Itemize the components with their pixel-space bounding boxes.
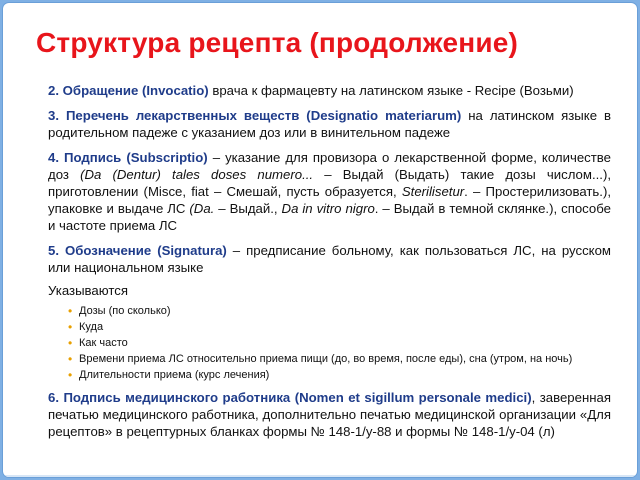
indicated-label: Указываются — [48, 283, 128, 298]
section-subscriptio-text-5: . – Выдай в темной склянке.), способе и частоте приема ЛС — [48, 201, 611, 233]
indicated-list — [48, 303, 611, 383]
list-item: • Длительности приема (курс лечения) — [68, 367, 611, 383]
section-signatura-text: – предписание больному, как пользоваться ЛС, на русском или национальном языке — [48, 243, 611, 275]
section-subscriptio — [48, 149, 611, 234]
slide — [3, 3, 637, 477]
list-item: • Дозы (по сколько) — [68, 303, 611, 319]
section-subscriptio-latin-4: Da in vitro nigro — [281, 201, 375, 216]
section-subscriptio-text-4: – Выдай., — [214, 201, 282, 216]
section-signatura-heading: 5. Обозначение (Signatura) — [48, 243, 227, 258]
page-title: Структура рецепта (продолжение) — [36, 27, 519, 58]
section-designatio-text: на латинском языке в родительном падеже с указанием доз или в винительном падеже — [48, 108, 611, 140]
section-invocatio-heading: 2. Обращение (Invocatio) — [48, 83, 209, 98]
section-subscriptio-latin-2: Sterilisetur — [401, 184, 465, 199]
section-nomen-text: , заверенная печатью медицинского работника, дополнительно печатью медицинской организации «Для рецептов» в рецептурных бланках формы № 148-1/у-88 и формы № 148-1/у-04 (л) — [48, 390, 611, 439]
list-item: • Времени приема ЛС относительно приема пищи (до, во время, после еды), сна (утром, на ночь) — [68, 351, 611, 367]
section-signatura — [48, 242, 611, 276]
slide-content — [48, 82, 611, 440]
section-invocatio-text: врача к фармацевту на латинском языке - Recipe (Возьми) — [208, 83, 574, 98]
section-subscriptio-latin-3: (Da. — [189, 201, 215, 216]
section-subscriptio-text-3: . – Простерилизовать.), упаковке и выдаче ЛС — [48, 184, 611, 216]
list-item: • Как часто — [68, 335, 611, 351]
section-invocatio — [48, 82, 611, 99]
section-subscriptio-latin-1: (Da (Dentur) tales doses numero... — [80, 167, 314, 182]
section-nomen — [48, 389, 611, 440]
section-subscriptio-text-2: – Выдай (Выдать) такие дозы числом...), приготовлении (Misce, fiat – Смешай, пусть образуется, — [48, 167, 612, 199]
section-nomen-heading: 6. Подпись медицинского работника (Nomen et sigillum personale medici) — [48, 390, 532, 405]
section-designatio-heading: 3. Перечень лекарственных веществ (Designatio materiarum) — [48, 108, 462, 123]
section-subscriptio-heading: 4. Подпись (Subscriptio) — [48, 150, 208, 165]
bottom-divider — [3, 475, 637, 477]
section-subscriptio-text-1: – указание для провизора о лекарственной форме, количестве доз — [48, 150, 611, 182]
list-item: • Куда — [68, 319, 611, 335]
section-designatio — [48, 107, 611, 141]
